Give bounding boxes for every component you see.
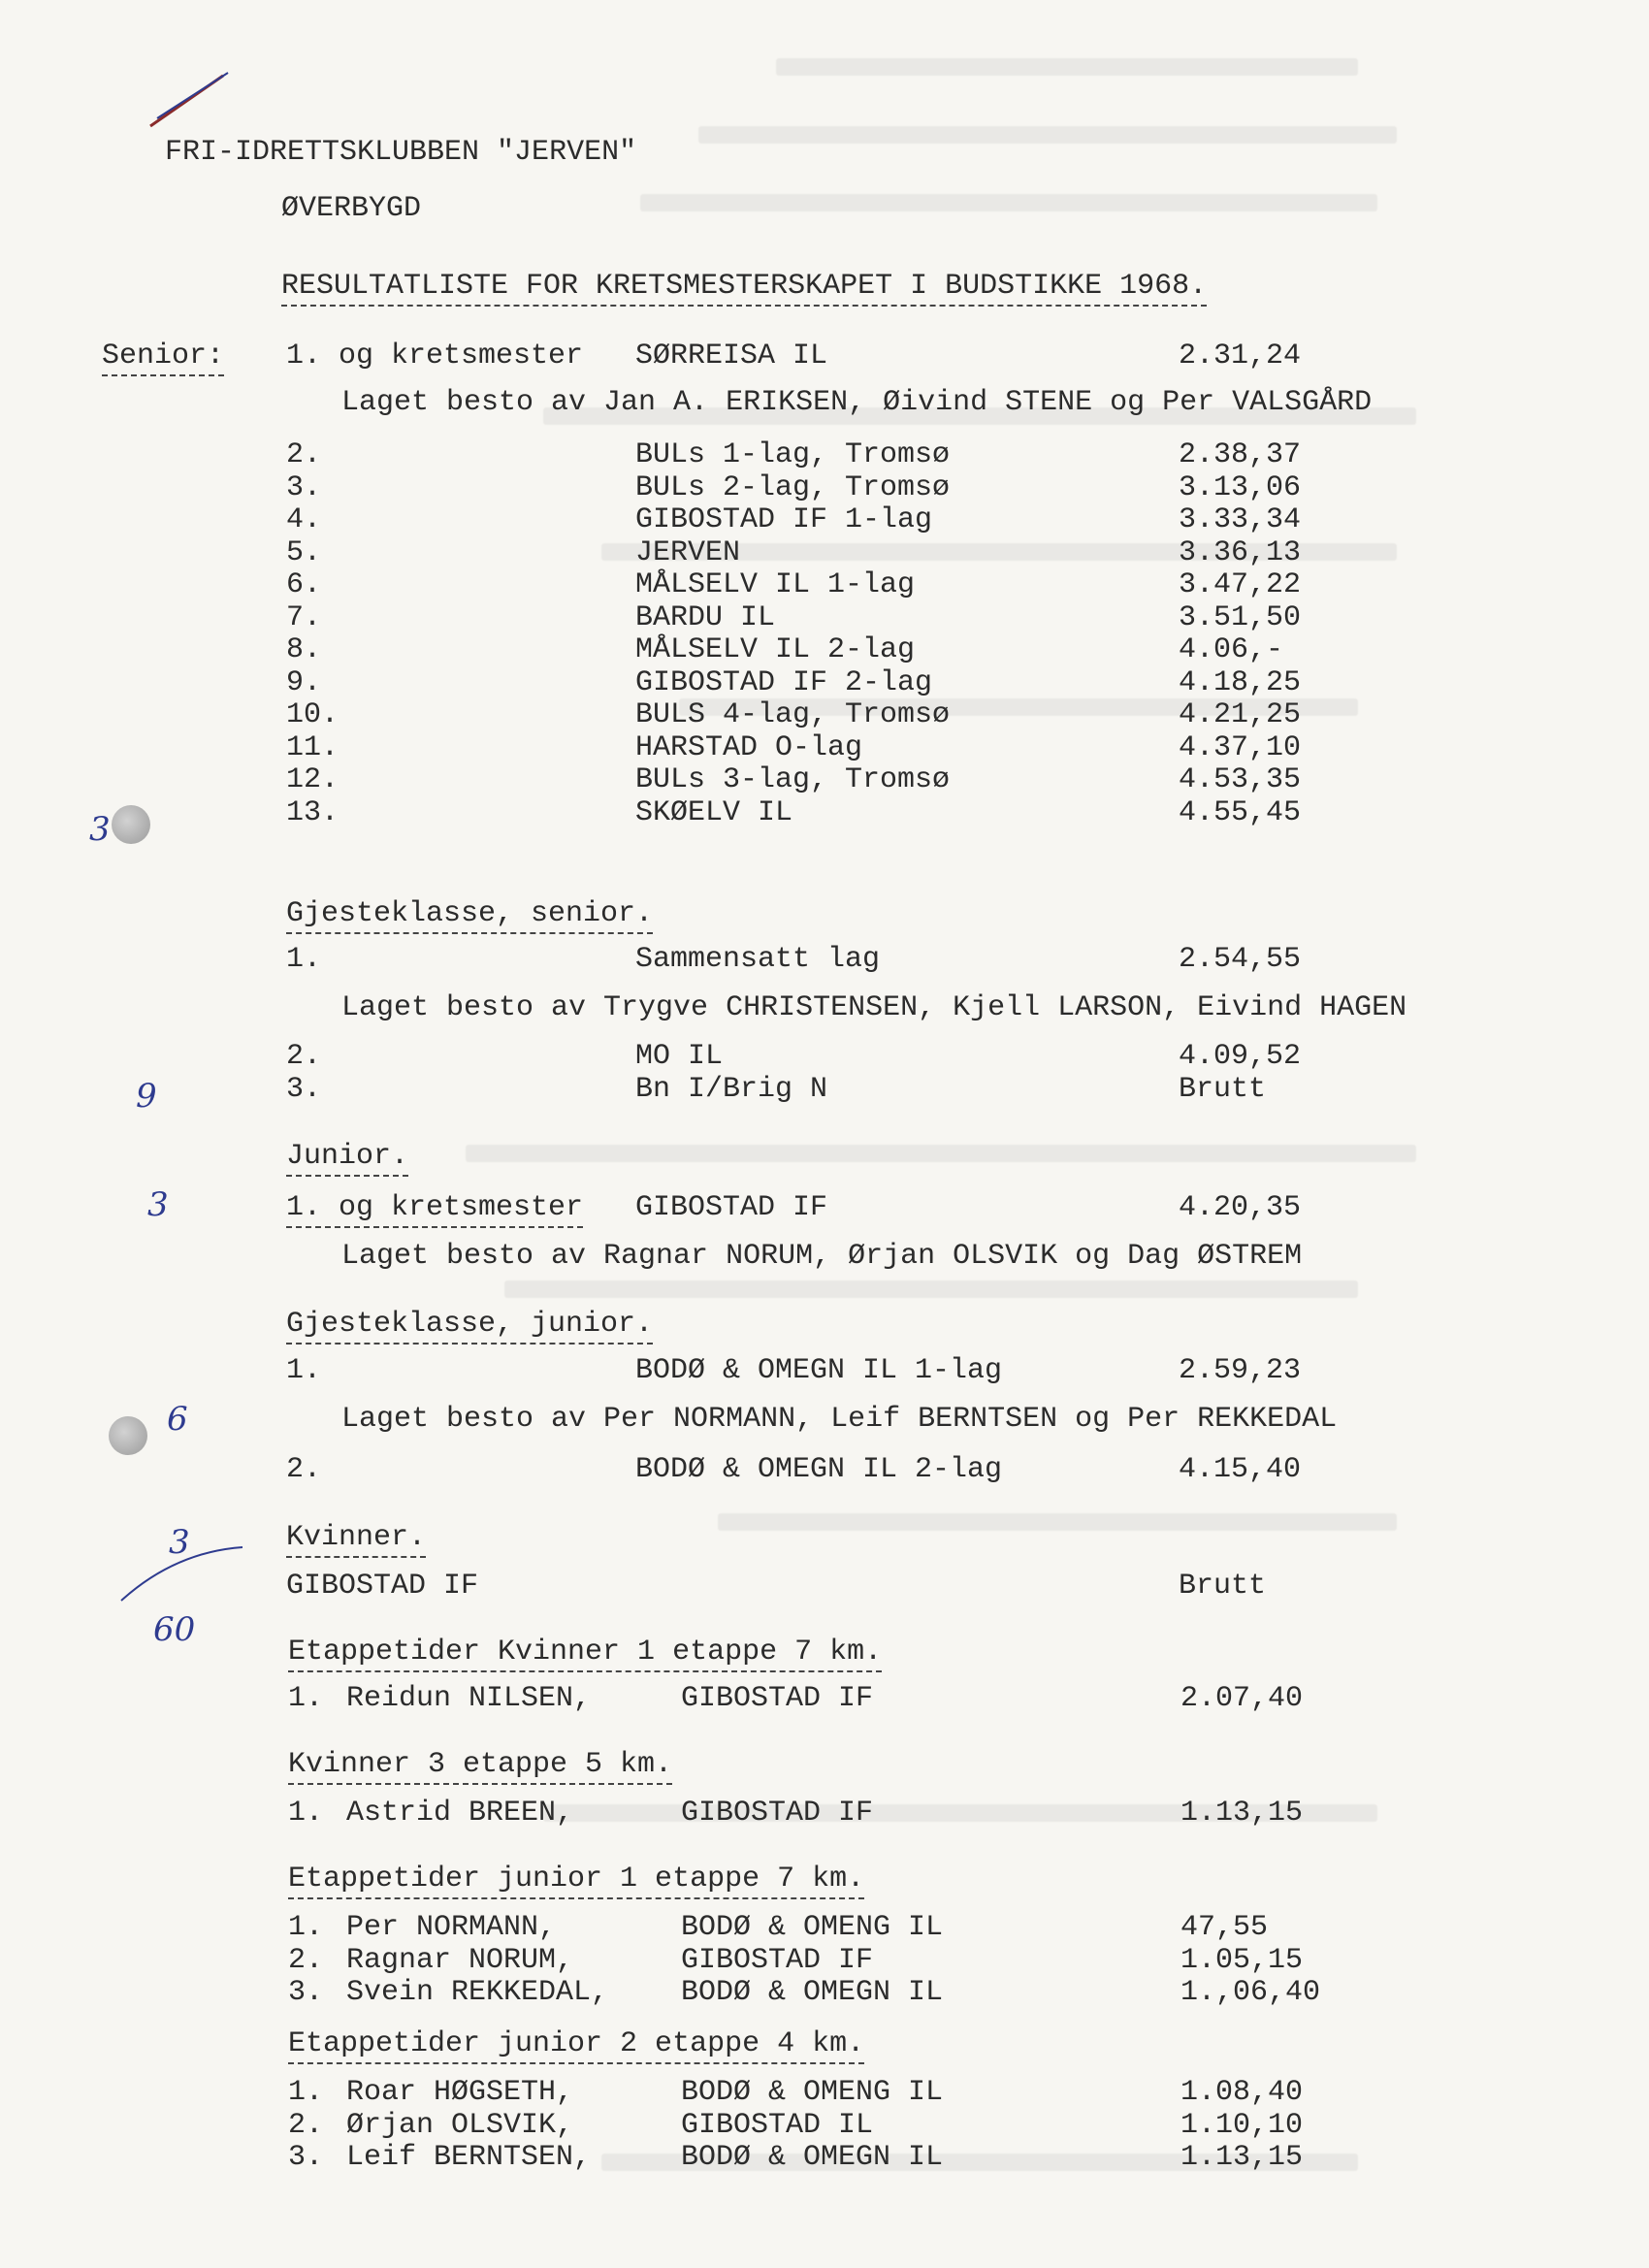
section-label-senior: Senior: [102, 340, 224, 376]
time: 2.07,40 [1180, 1682, 1304, 1715]
time: Brutt [1179, 1072, 1267, 1106]
team: BODØ & OMEGN IL 1-lag [635, 1354, 1003, 1387]
time: 2.54,55 [1179, 943, 1302, 976]
time: Brutt [1179, 1570, 1267, 1603]
time: 3.36,13 [1179, 535, 1302, 569]
team: GIBOSTAD IL [681, 2108, 874, 2142]
team: HARSTAD O-lag [635, 730, 863, 764]
time: 4.18,25 [1179, 665, 1302, 699]
time: 4.21,25 [1179, 698, 1302, 731]
section-label-splits-women-3: Kvinner 3 etappe 5 km. [288, 1748, 672, 1785]
time: 1.10,10 [1180, 2108, 1304, 2142]
rank: 1. og kretsmester [286, 340, 584, 373]
team: SKØELV IL [635, 795, 793, 829]
athlete-name: Ragnar NORUM, [346, 1943, 574, 1977]
rank: 11. [286, 730, 340, 764]
team: BULS 4-lag, Tromsø [635, 698, 951, 731]
time: 4.53,35 [1179, 763, 1302, 796]
team-members: Laget besto av Jan A. ERIKSEN, Øivind STENE og Per VALSGÅRD [341, 386, 1373, 419]
time: 4.20,35 [1179, 1191, 1302, 1224]
rank: 10. [286, 698, 340, 731]
handwritten-number: 3 [169, 1523, 190, 1562]
time: 3.51,50 [1179, 600, 1302, 634]
team: Bn I/Brig N [635, 1072, 828, 1106]
team: GIBOSTAD IF [681, 1943, 874, 1977]
section-label-junior: Junior. [286, 1140, 408, 1177]
time: 1.13,15 [1180, 1797, 1304, 1830]
time: 47,55 [1180, 1911, 1269, 1944]
time: 1.05,15 [1180, 1943, 1304, 1977]
rank: 2. [286, 1453, 322, 1486]
rank: 1. [288, 2076, 324, 2109]
handwritten-number: 6 [167, 1400, 188, 1439]
rank: 6. [286, 568, 322, 601]
team: JERVEN [635, 535, 741, 569]
section-label-guest-junior: Gjesteklasse, junior. [286, 1308, 653, 1345]
club-location: ØVERBYGD [281, 192, 422, 225]
rank: 1. [288, 1911, 324, 1944]
team: BODØ & OMEGN IL [681, 1976, 944, 2009]
team: MÅLSELV IL 1-lag [635, 568, 916, 601]
rank: 5. [286, 535, 322, 569]
pen-check-mark [146, 68, 233, 136]
team: SØRREISA IL [635, 340, 828, 373]
rank: 3. [288, 1976, 324, 2009]
punch-hole [112, 805, 150, 844]
rank: 13. [286, 795, 340, 829]
rank: 4. [286, 503, 322, 536]
team: BODØ & OMEGN IL 2-lag [635, 1453, 1003, 1486]
time: 1.08,40 [1180, 2076, 1304, 2109]
rank: 8. [286, 633, 322, 666]
time: 2.31,24 [1179, 340, 1302, 373]
time: 1.,06,40 [1180, 1976, 1321, 2009]
athlete-name: Leif BERNTSEN, [346, 2141, 592, 2174]
time: 4.15,40 [1179, 1453, 1302, 1486]
pen-stroke [116, 1542, 252, 1610]
club-name: FRI-IDRETTSKLUBBEN "JERVEN" [165, 136, 637, 169]
handwritten-number: 3 [89, 810, 111, 849]
section-label-splits-junior-2: Etappetider junior 2 etappe 4 km. [288, 2027, 864, 2064]
rank: 7. [286, 600, 322, 634]
team: GIBOSTAD IF [681, 1797, 874, 1830]
team: BULs 2-lag, Tromsø [635, 470, 951, 504]
athlete-name: Astrid BREEN, [346, 1797, 574, 1830]
team: BODØ & OMENG IL [681, 1911, 944, 1944]
handwritten-number: 60 [153, 1610, 196, 1649]
athlete-name: Reidun NILSEN, [346, 1682, 592, 1715]
time: 3.33,34 [1179, 503, 1302, 536]
section-label-splits-junior-1: Etappetider junior 1 etappe 7 km. [288, 1863, 864, 1899]
team: Sammensatt lag [635, 943, 881, 976]
team: BODØ & OMENG IL [681, 2076, 944, 2109]
team: GIBOSTAD IF 2-lag [635, 665, 933, 699]
rank: 1. [288, 1797, 324, 1830]
team: GIBOSTAD IF [681, 1682, 874, 1715]
rank: 3. [286, 470, 322, 504]
rank: 3. [286, 1072, 322, 1106]
rank: 2. [288, 2108, 324, 2142]
rank: 1. [286, 1354, 322, 1387]
rank: 9. [286, 665, 322, 699]
time: 4.55,45 [1179, 795, 1302, 829]
time: 3.13,06 [1179, 470, 1302, 504]
team-members: Laget besto av Trygve CHRISTENSEN, Kjell LARSON, Eivind HAGEN [341, 991, 1407, 1024]
athlete-name: Roar HØGSETH, [346, 2076, 574, 2109]
rank: 1. og kretsmester [286, 1191, 583, 1228]
team: BODØ & OMEGN IL [681, 2141, 944, 2174]
team: GIBOSTAD IF 1-lag [635, 503, 933, 536]
time: 3.47,22 [1179, 568, 1302, 601]
athlete-name: Per NORMANN, [346, 1911, 557, 1944]
team: GIBOSTAD IF [286, 1570, 479, 1603]
rank: 12. [286, 763, 340, 796]
time: 2.38,37 [1179, 438, 1302, 471]
team: MO IL [635, 1040, 724, 1073]
team: BULs 1-lag, Tromsø [635, 438, 951, 471]
team: GIBOSTAD IF [635, 1191, 828, 1224]
rank: 2. [288, 1943, 324, 1977]
handwritten-number: 3 [147, 1185, 169, 1224]
rank: 2. [286, 438, 322, 471]
time: 1.13,15 [1180, 2141, 1304, 2174]
rank: 3. [288, 2141, 324, 2174]
rank: 1. [288, 1682, 324, 1715]
handwritten-number: 9 [136, 1077, 157, 1116]
team: BULs 3-lag, Tromsø [635, 763, 951, 796]
rank: 2. [286, 1040, 322, 1073]
document-title: RESULTATLISTE FOR KRETSMESTERSKAPET I BUDSTIKKE 1968. [281, 270, 1207, 307]
team: MÅLSELV IL 2-lag [635, 633, 916, 666]
section-label-guest-senior: Gjesteklasse, senior. [286, 897, 653, 934]
team-members: Laget besto av Per NORMANN, Leif BERNTSEN og Per REKKEDAL [341, 1403, 1338, 1436]
team: BARDU IL [635, 600, 776, 634]
time: 4.37,10 [1179, 730, 1302, 764]
team-members: Laget besto av Ragnar NORUM, Ørjan OLSVIK og Dag ØSTREM [341, 1240, 1303, 1273]
punch-hole [109, 1416, 147, 1455]
time: 4.09,52 [1179, 1040, 1302, 1073]
time: 2.59,23 [1179, 1354, 1302, 1387]
section-label-women: Kvinner. [286, 1521, 426, 1558]
athlete-name: Svein REKKEDAL, [346, 1976, 609, 2009]
section-label-splits-women-1: Etappetider Kvinner 1 etappe 7 km. [288, 1636, 882, 1672]
athlete-name: Ørjan OLSVIK, [346, 2108, 574, 2142]
time: 4.06,- [1179, 633, 1284, 666]
rank: 1. [286, 943, 322, 976]
